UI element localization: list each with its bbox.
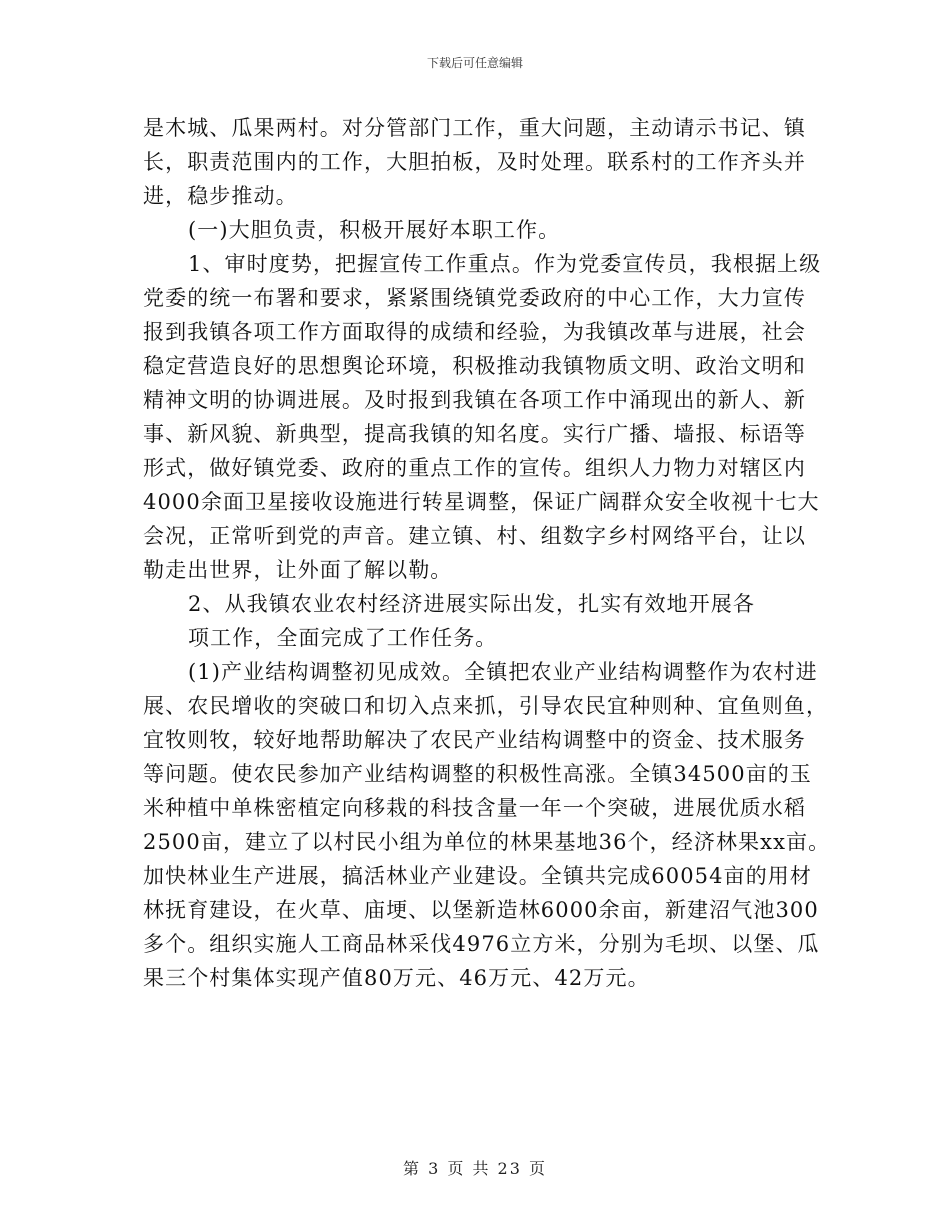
text-line: 报到我镇各项工作方面取得的成绩和经验，为我镇改革与进展，社会 bbox=[143, 320, 806, 344]
text-line: 是木城、瓜果两村。对分管部门工作，重大问题，主动请示书记、镇 bbox=[143, 116, 806, 140]
text-line: (1)产业结构调整初见成效。全镇把农业产业结构调整作为农村进 bbox=[188, 660, 818, 684]
text-line: 2500亩，建立了以村民小组为单位的林果基地36个，经济林果xx亩。 bbox=[143, 830, 831, 854]
text-line: 会况，正常听到党的声音。建立镇、村、组数字乡村网络平台，让以 bbox=[143, 524, 806, 548]
text-line: 进，稳步推动。 bbox=[143, 184, 298, 208]
text-line: 加快林业生产进展，搞活林业产业建设。全镇共完成60054亩的用材 bbox=[143, 864, 813, 888]
document-body bbox=[143, 111, 831, 995]
text-line: 多个。组织实施人工商品林采伐4976立方米，分别为毛坝、以堡、瓜 bbox=[143, 932, 820, 956]
text-line: 形式，做好镇党委、政府的重点工作的宣传。组织人力物力对辖区内 bbox=[143, 456, 806, 480]
text-line: 2、从我镇农业农村经济进展实际出发，扎实有效地开展各 bbox=[188, 592, 755, 616]
text-line: 等问题。使农民参加产业结构调整的积极性高涨。全镇34500亩的玉 bbox=[143, 762, 813, 786]
text-line: 稳定营造良好的思想舆论环境，积极推动我镇物质文明、政治文明和 bbox=[143, 354, 806, 378]
text-line: 宜牧则牧，较好地帮助解决了农民产业结构调整中的资金、技术服务 bbox=[143, 728, 806, 752]
page-number-footer: 第 3 页 共 23 页 bbox=[403, 1159, 547, 1178]
text-line: 勒走出世界，让外面了解以勒。 bbox=[143, 558, 453, 582]
text-line: 果三个村集体实现产值80万元、46万元、42万元。 bbox=[143, 966, 650, 990]
text-line: 长，职责范围内的工作，大胆拍板，及时处理。联系村的工作齐头并 bbox=[143, 150, 806, 174]
page-header-note: 下载后可任意编辑 bbox=[426, 56, 523, 70]
text-line: 事、新风貌、新典型，提高我镇的知名度。实行广播、墙报、标语等 bbox=[143, 422, 806, 446]
text-line: 精神文明的协调进展。及时报到我镇在各项工作中涌现出的新人、新 bbox=[143, 388, 806, 412]
text-line: 项工作，全面完成了工作任务。 bbox=[188, 626, 498, 650]
section-heading: (一)大胆负责，积极开展好本职工作。 bbox=[188, 218, 561, 242]
text-line: 4000余面卫星接收设施进行转星调整，保证广阔群众安全收视十七大 bbox=[143, 490, 820, 514]
text-line: 展、农民增收的突破口和切入点来抓，引导农民宜种则种、宜鱼则鱼， bbox=[143, 694, 829, 718]
text-line: 林抚育建设，在火草、庙埂、以堡新造林6000余亩，新建沼气池300 bbox=[143, 898, 819, 922]
text-line: 米种植中单株密植定向移栽的科技含量一年一个突破，进展优质水稻 bbox=[143, 796, 806, 820]
text-line: 1、审时度势，把握宣传工作重点。作为党委宣传员，我根据上级 bbox=[188, 252, 822, 276]
text-line: 党委的统一布署和要求，紧紧围绕镇党委政府的中心工作，大力宣传 bbox=[143, 286, 806, 310]
